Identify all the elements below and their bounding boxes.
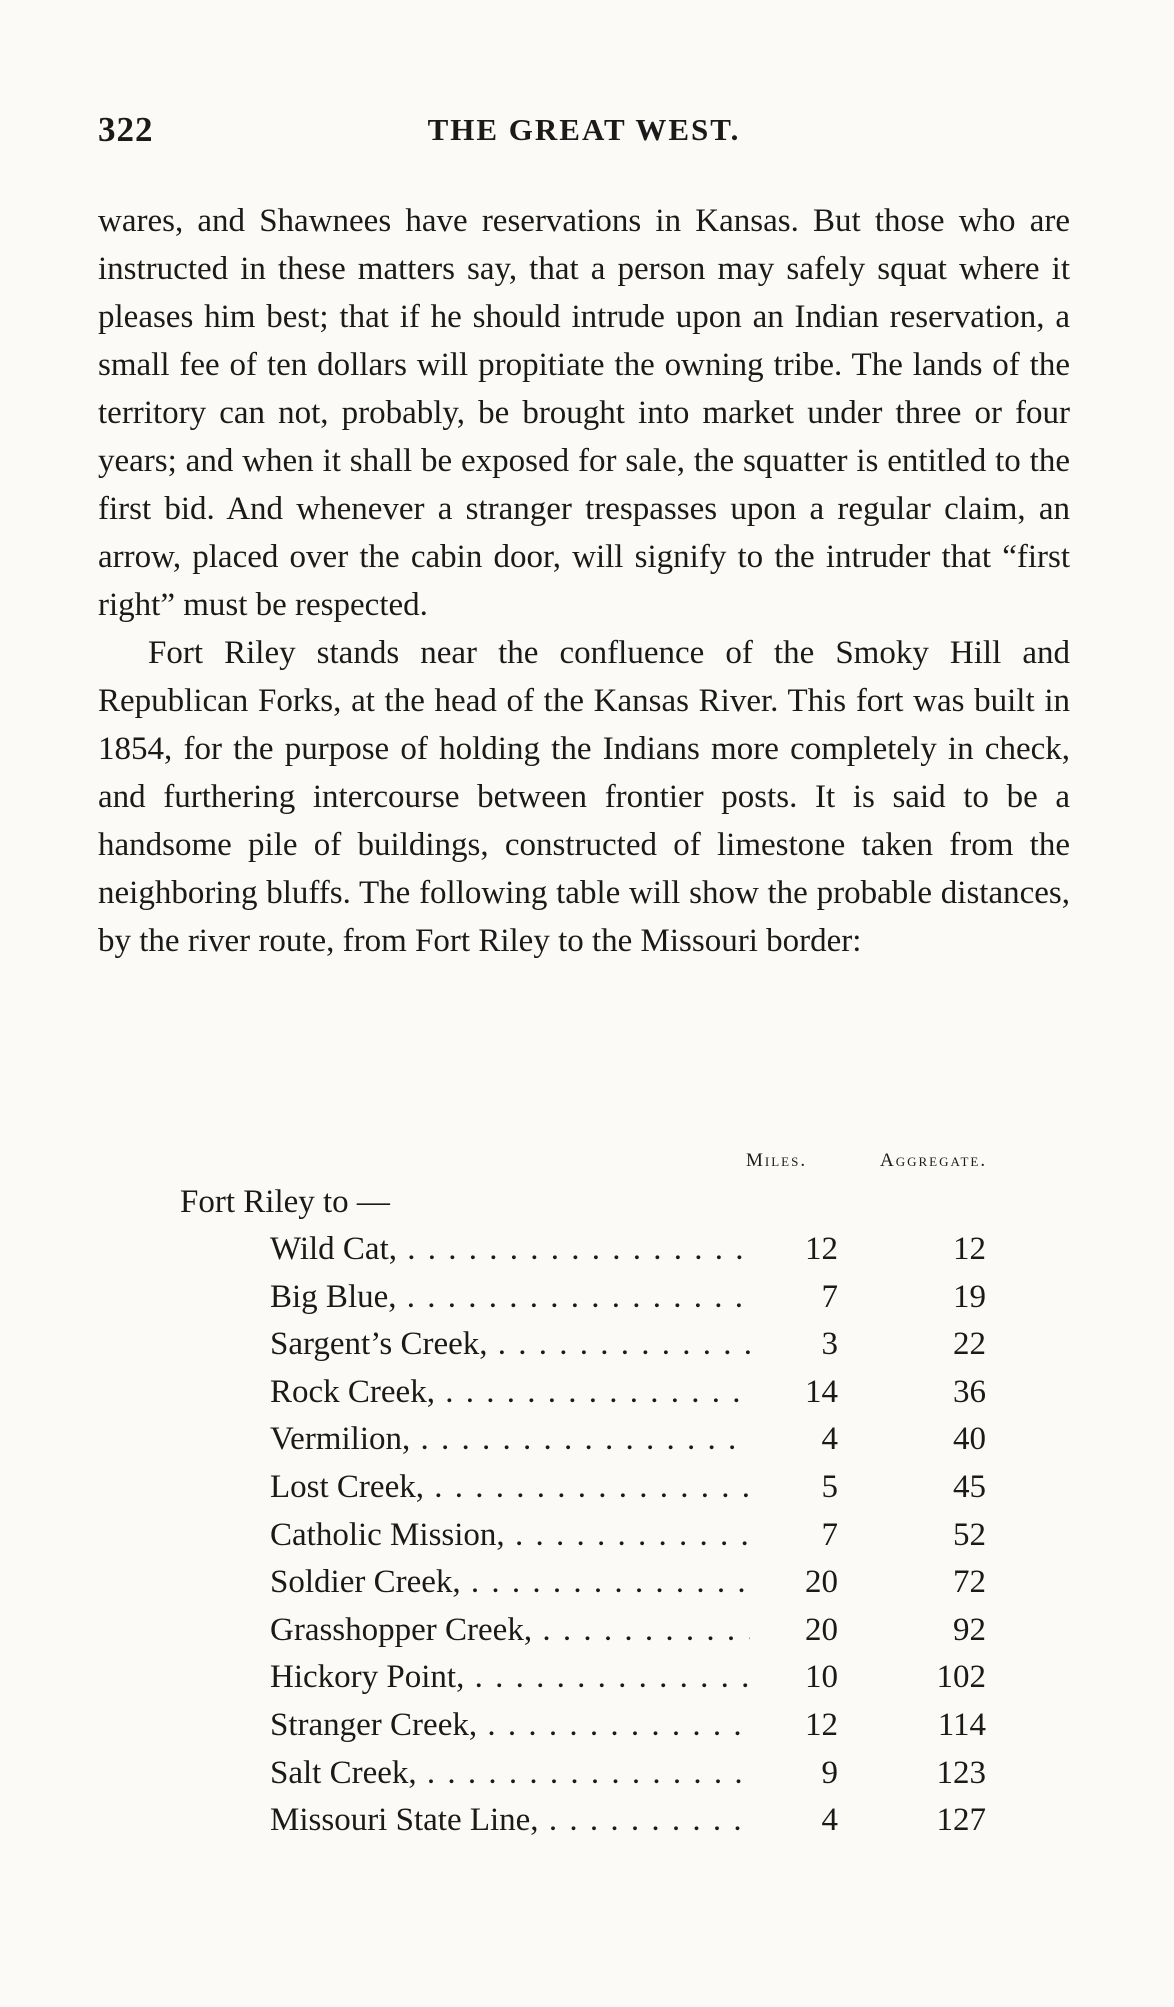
page-number: 322 [98,110,154,149]
row-place: Vermilion, . . . [270,1416,750,1464]
row-miles: 9 [750,1750,838,1798]
page-header [98,110,1070,160]
row-place: Soldier Creek, . . . [270,1559,750,1607]
row-aggregate: 102 [936,1659,986,1696]
row-aggregate: 92 [953,1611,986,1648]
row-miles: 20 [750,1607,838,1655]
row-place: Sargent’s Creek, . . . [270,1321,750,1369]
table-row [98,1226,1070,1274]
row-place: Hickory Point, . . . [270,1654,750,1702]
row-aggregate: 127 [936,1802,986,1839]
table-row [98,1464,1070,1512]
row-aggregate: 40 [953,1421,986,1458]
table-row [98,1559,1070,1607]
row-aggregate: 19 [953,1278,986,1315]
table-from-label: Fort Riley to — [180,1184,390,1220]
table-row [98,1369,1070,1417]
row-miles: 4 [750,1416,838,1464]
row-place: Big Blue, . . . [270,1274,750,1322]
body-text [98,197,1070,965]
table-column-headers [98,1150,1070,1178]
row-place: Catholic Mission, . . . [270,1512,750,1560]
row-aggregate: 52 [953,1516,986,1553]
row-miles: 7 [750,1512,838,1560]
row-aggregate: 123 [936,1754,986,1791]
row-aggregate: 36 [953,1373,986,1410]
row-miles: 12 [750,1702,838,1750]
row-place: Salt Creek, . . . [270,1750,750,1798]
row-aggregate: 114 [937,1706,986,1743]
row-miles: 4 [750,1797,838,1845]
table-row [98,1654,1070,1702]
running-head: THE GREAT WEST. [427,112,741,147]
table-row [98,1750,1070,1798]
row-aggregate: 45 [953,1468,986,1505]
row-place: Missouri State Line, . . . [270,1797,750,1845]
row-miles: 20 [750,1559,838,1607]
row-miles: 5 [750,1464,838,1512]
row-place: Wild Cat, . . . [270,1226,750,1274]
row-miles: 7 [750,1274,838,1322]
row-miles: 10 [750,1654,838,1702]
row-aggregate: 72 [953,1564,986,1601]
row-miles: 3 [750,1321,838,1369]
row-aggregate: 22 [953,1326,986,1363]
column-header-miles: Miles. [746,1150,808,1171]
row-miles: 12 [750,1226,838,1274]
table-row [98,1607,1070,1655]
distance-table [98,1150,1070,1845]
row-place: Grasshopper Creek, . . . [270,1607,750,1655]
row-aggregate: 12 [953,1231,986,1267]
row-place: Rock Creek, . . . [270,1369,750,1417]
row-place: Lost Creek, . . . [270,1464,750,1512]
table-row [98,1702,1070,1750]
column-header-aggregate: Aggregate. [880,1150,988,1171]
table-rows [98,1226,1070,1845]
table-row [98,1321,1070,1369]
table-row [98,1416,1070,1464]
table-row [98,1512,1070,1560]
table-row [98,1274,1070,1322]
table-row [98,1797,1070,1845]
paragraph-2: Fort Riley stands near the confluence of the Smoky Hill and Republican Forks, at the head of the Kansas River. This fort was built in 1854, for the purpose of holding the Indians more completely in check, and furthering intercourse between frontier posts. It is said to be a handsome pile of buildings, constructed of limestone taken from the neighboring bluffs. The following table will show the probable distances, by the river route, from Fort Riley to the Missouri border: [98,635,1070,959]
row-place: Stranger Creek, . . . [270,1702,750,1750]
paragraph-1: wares, and Shawnees have reservations in Kansas. But those who are instructed in these matters say, that a person may safely squat where it pleases him best; that if he should intrude upon an Indian reservation, a small fee of ten dollars will propitiate the owning tribe. The lands of the territory can not, probably, be brought into market under three or four years; and when it shall be exposed for sale, the squatter is entitled to the first bid. And whenever a stranger trespasses upon a regular claim, an arrow, placed over the cabin door, will signify to the intruder that “first right” must be respected. [98,203,1070,623]
row-miles: 14 [750,1369,838,1417]
